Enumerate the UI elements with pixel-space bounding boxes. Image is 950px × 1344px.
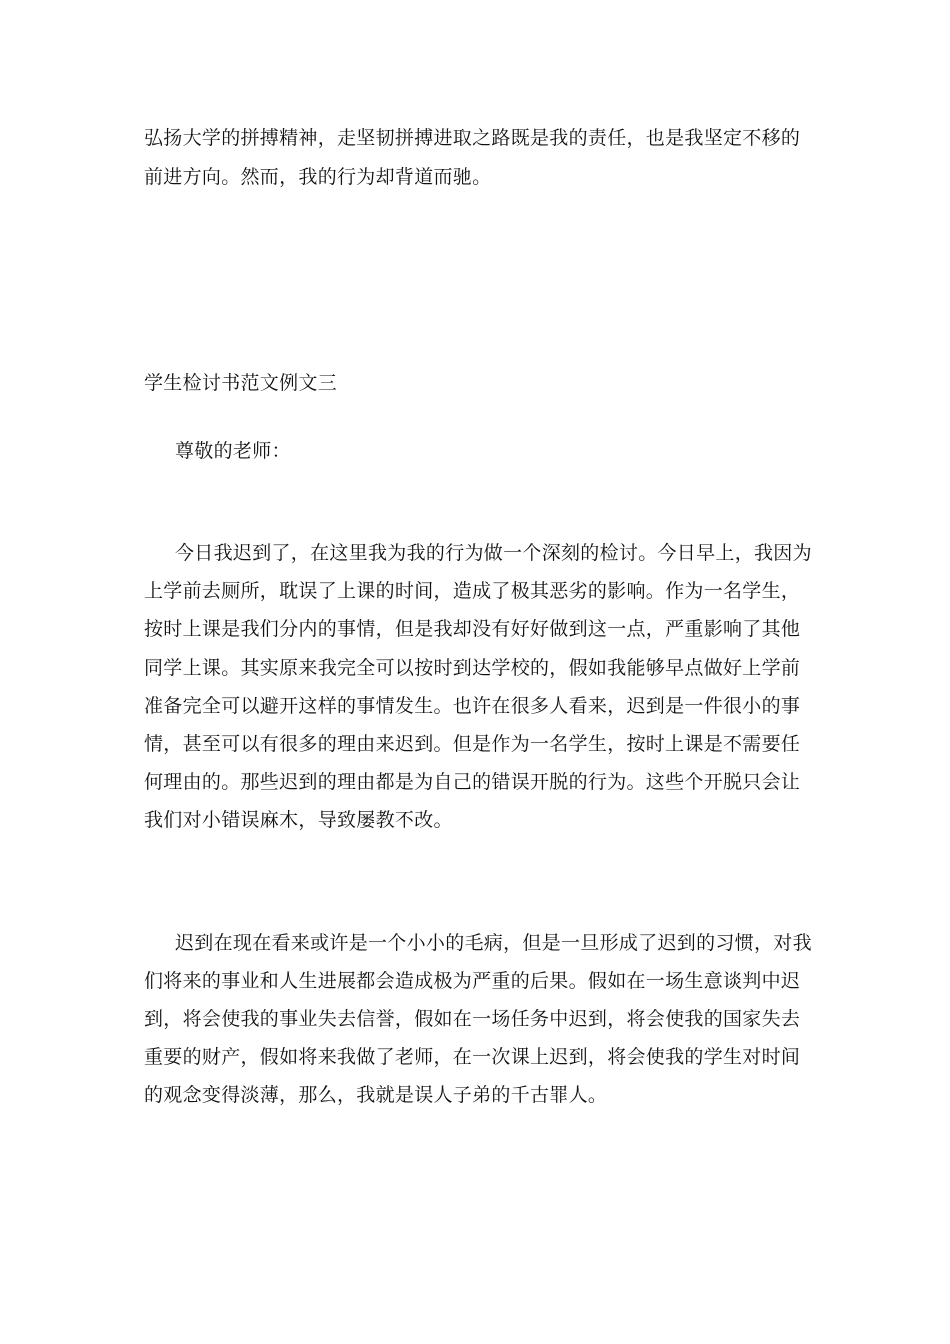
- paragraph1-line-4: 同学上课。其实原来我完全可以按时到达学校的，假如我能够早点做好上学前: [144, 657, 801, 679]
- paragraph2-line-4: 重要的财产，假如将来我做了老师，在一次课上迟到，将会使我的学生对时间: [144, 1046, 801, 1068]
- paragraph1-line-7: 何理由的。那些迟到的理由都是为自己的错误开脱的行为。这些个开脱只会让: [144, 771, 801, 793]
- intro-line-1: 弘扬大学的拼搏精神，走坚韧拼搏进取之路既是我的责任，也是我坚定不移的: [144, 127, 801, 149]
- paragraph1-line-3: 按时上课是我们分内的事情，但是我却没有好好做到这一点，严重影响了其他: [144, 618, 801, 640]
- intro-line-2: 前进方向。然而，我的行为却背道而驰。: [144, 166, 492, 188]
- paragraph1-line-1: 今日我迟到了，在这里我为我的行为做一个深刻的检讨。今日早上，我因为: [175, 542, 812, 564]
- paragraph1-line-8: 我们对小错误麻木，导致屡教不改。: [144, 809, 453, 831]
- section-title: 学生检讨书范文例文三: [144, 372, 338, 394]
- paragraph2-line-2: 们将来的事业和人生进展都会造成极为严重的后果。假如在一场生意谈判中迟: [144, 970, 801, 992]
- paragraph1-line-2: 上学前去厕所，耽误了上课的时间，造成了极其恶劣的影响。作为一名学生，: [144, 580, 801, 602]
- salutation: 尊敬的老师：: [175, 440, 291, 462]
- paragraph1-line-5: 准备完全可以避开这样的事情发生。也许在很多人看来，迟到是一件很小的事: [144, 695, 801, 717]
- paragraph2-line-3: 到，将会使我的事业失去信誉，假如在一场任务中迟到，将会使我的国家失去: [144, 1008, 801, 1030]
- paragraph2-line-1: 迟到在现在看来或许是一个小小的毛病，但是一旦形成了迟到的习惯，对我: [175, 932, 812, 954]
- paragraph2-line-5: 的观念变得淡薄，那么，我就是误人子弟的千古罪人。: [144, 1084, 608, 1106]
- paragraph1-line-6: 情，甚至可以有很多的理由来迟到。但是作为一名学生，按时上课是不需要任: [144, 733, 801, 755]
